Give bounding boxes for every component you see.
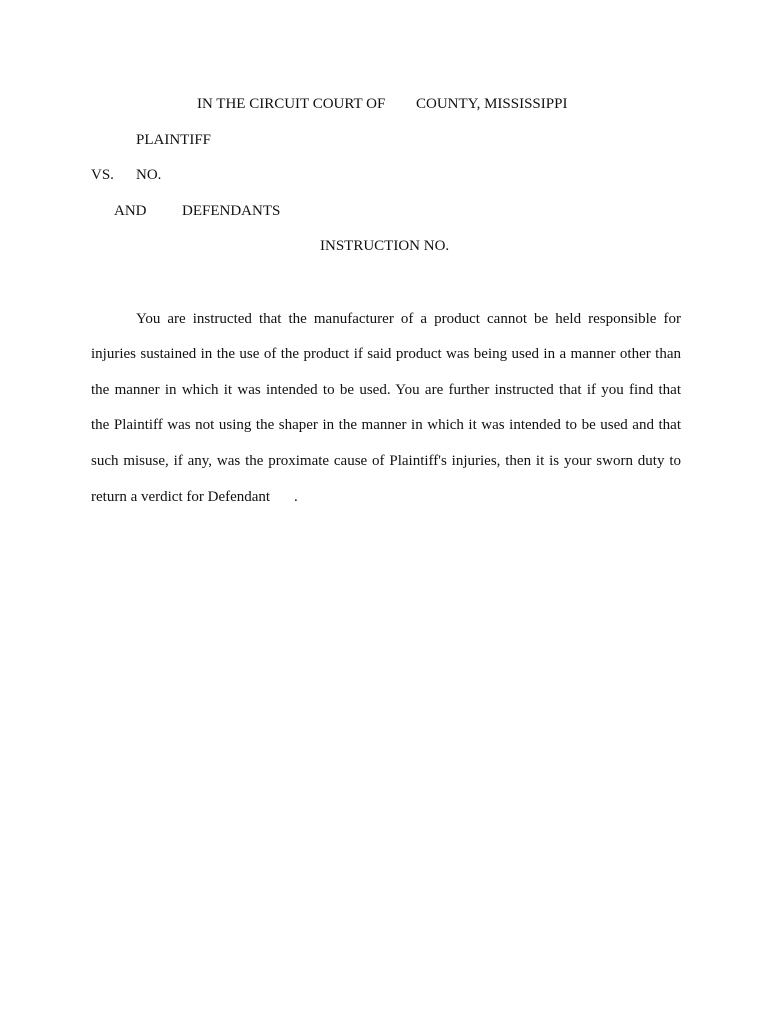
case-number-label: NO. xyxy=(136,167,162,183)
court-title-county: COUNTY, MISSISSIPPI xyxy=(416,96,568,112)
court-title-prefix: IN THE CIRCUIT COURT OF xyxy=(197,96,386,112)
instruction-final-period: . xyxy=(294,489,298,505)
vs-label: VS. xyxy=(91,167,114,183)
instruction-heading: INSTRUCTION NO. xyxy=(320,238,450,254)
defendants-label: DEFENDANTS xyxy=(182,203,281,219)
instruction-line: the Plaintiff was not using the shaper in the manner in which it was intended to be used and that xyxy=(91,417,681,433)
instruction-line: You are instructed that the manufacturer of a product cannot be held responsible for xyxy=(136,311,681,327)
instruction-line: such misuse, if any, was the proximate cause of Plaintiff's injuries, then it is your sworn duty to xyxy=(91,453,681,469)
instruction-line: return a verdict for Defendant xyxy=(91,489,271,505)
plaintiff-label: PLAINTIFF xyxy=(136,132,212,148)
and-label: AND xyxy=(114,203,147,219)
instruction-line: the manner in which it was intended to be used. You are further instructed that if you find that xyxy=(91,382,681,398)
instruction-line: injuries sustained in the use of the product if said product was being used in a manner other than xyxy=(91,346,681,362)
